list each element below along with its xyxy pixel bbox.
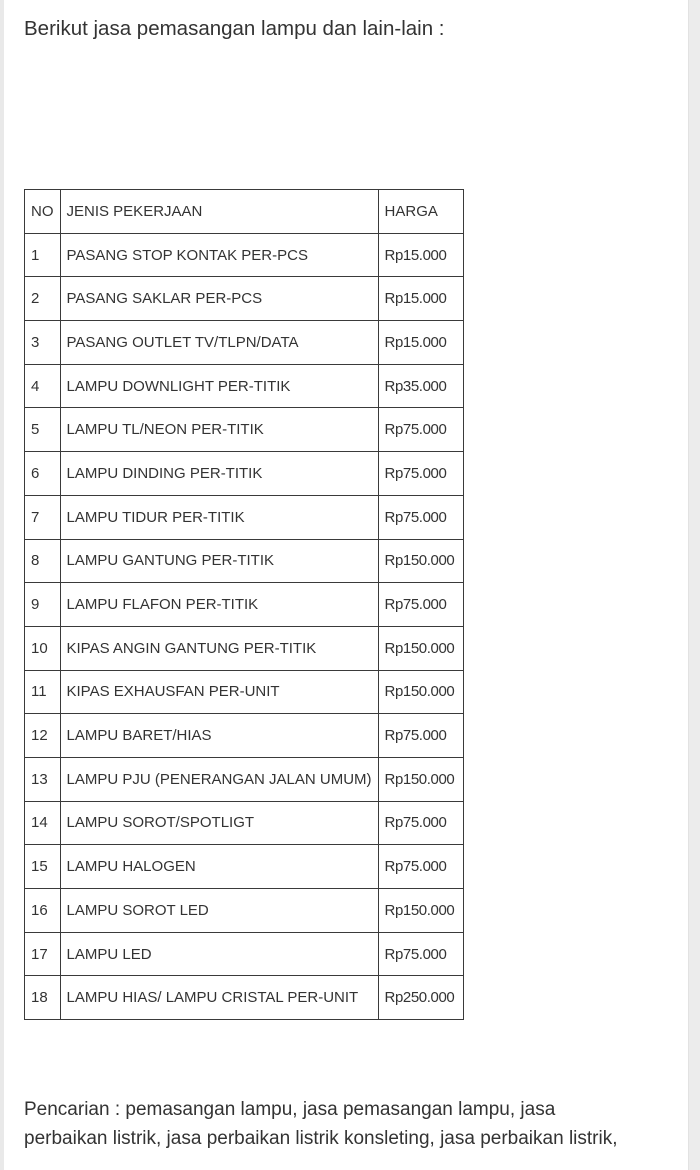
table-row	[25, 233, 464, 277]
row-price: Rp15.000	[378, 233, 463, 277]
left-border	[0, 0, 4, 1170]
row-job: LAMPU HIAS/ LAMPU CRISTAL PER-UNIT	[60, 976, 378, 1020]
search-keywords-line-2: perbaikan listrik, jasa perbaikan listrik konsleting, jasa perbaikan listrik,	[24, 1128, 618, 1149]
row-no: 7	[25, 495, 61, 539]
row-no: 16	[25, 889, 61, 933]
row-no: 5	[25, 408, 61, 452]
table-row	[25, 452, 464, 496]
row-no: 11	[25, 670, 61, 714]
table-row	[25, 976, 464, 1020]
table-row	[25, 801, 464, 845]
row-price: Rp75.000	[378, 408, 463, 452]
row-price: Rp75.000	[378, 714, 463, 758]
right-scroll-edge	[688, 0, 700, 1170]
row-job: PASANG SAKLAR PER-PCS	[60, 277, 378, 321]
table-header-row	[25, 190, 464, 234]
row-job: LAMPU PJU (PENERANGAN JALAN UMUM)	[60, 757, 378, 801]
row-price: Rp15.000	[378, 321, 463, 365]
row-job: LAMPU DOWNLIGHT PER-TITIK	[60, 364, 378, 408]
table-row	[25, 539, 464, 583]
row-no: 12	[25, 714, 61, 758]
row-no: 1	[25, 233, 61, 277]
table-row	[25, 845, 464, 889]
row-no: 14	[25, 801, 61, 845]
row-job: LAMPU HALOGEN	[60, 845, 378, 889]
table-row	[25, 495, 464, 539]
row-job: LAMPU SOROT LED	[60, 889, 378, 933]
row-price: Rp150.000	[378, 626, 463, 670]
row-no: 15	[25, 845, 61, 889]
row-price: Rp150.000	[378, 539, 463, 583]
row-job: PASANG STOP KONTAK PER-PCS	[60, 233, 378, 277]
row-job: LAMPU TIDUR PER-TITIK	[60, 495, 378, 539]
table-row	[25, 714, 464, 758]
row-price: Rp150.000	[378, 757, 463, 801]
row-job: LAMPU LED	[60, 932, 378, 976]
table-row	[25, 757, 464, 801]
search-keywords	[24, 1095, 684, 1153]
row-price: Rp75.000	[378, 452, 463, 496]
price-table	[24, 189, 464, 1020]
row-no: 4	[25, 364, 61, 408]
row-price: Rp35.000	[378, 364, 463, 408]
row-no: 6	[25, 452, 61, 496]
row-no: 17	[25, 932, 61, 976]
header-price: HARGA	[378, 190, 463, 234]
row-job: LAMPU FLAFON PER-TITIK	[60, 583, 378, 627]
intro-text: Berikut jasa pemasangan lampu dan lain-lain :	[24, 17, 445, 40]
row-job: LAMPU GANTUNG PER-TITIK	[60, 539, 378, 583]
row-no: 3	[25, 321, 61, 365]
row-job: PASANG OUTLET TV/TLPN/DATA	[60, 321, 378, 365]
row-price: Rp75.000	[378, 495, 463, 539]
row-job: LAMPU BARET/HIAS	[60, 714, 378, 758]
header-job: JENIS PEKERJAAN	[60, 190, 378, 234]
table-row	[25, 583, 464, 627]
row-price: Rp15.000	[378, 277, 463, 321]
row-job: KIPAS ANGIN GANTUNG PER-TITIK	[60, 626, 378, 670]
row-job: KIPAS EXHAUSFAN PER-UNIT	[60, 670, 378, 714]
header-no: NO	[25, 190, 61, 234]
table-row	[25, 626, 464, 670]
table-row	[25, 889, 464, 933]
row-no: 2	[25, 277, 61, 321]
row-job: LAMPU SOROT/SPOTLIGT	[60, 801, 378, 845]
table-row	[25, 932, 464, 976]
row-job: LAMPU TL/NEON PER-TITIK	[60, 408, 378, 452]
row-no: 13	[25, 757, 61, 801]
table-row	[25, 321, 464, 365]
row-price: Rp150.000	[378, 889, 463, 933]
row-price: Rp75.000	[378, 845, 463, 889]
table-row	[25, 364, 464, 408]
row-no: 8	[25, 539, 61, 583]
row-price: Rp250.000	[378, 976, 463, 1020]
search-keywords-line-1: Pencarian : pemasangan lampu, jasa pemasangan lampu, jasa	[24, 1099, 556, 1120]
row-job: LAMPU DINDING PER-TITIK	[60, 452, 378, 496]
row-price: Rp75.000	[378, 932, 463, 976]
table-row	[25, 670, 464, 714]
row-price: Rp75.000	[378, 801, 463, 845]
row-no: 10	[25, 626, 61, 670]
row-no: 18	[25, 976, 61, 1020]
table-row	[25, 408, 464, 452]
table-row	[25, 277, 464, 321]
row-no: 9	[25, 583, 61, 627]
row-price: Rp150.000	[378, 670, 463, 714]
row-price: Rp75.000	[378, 583, 463, 627]
